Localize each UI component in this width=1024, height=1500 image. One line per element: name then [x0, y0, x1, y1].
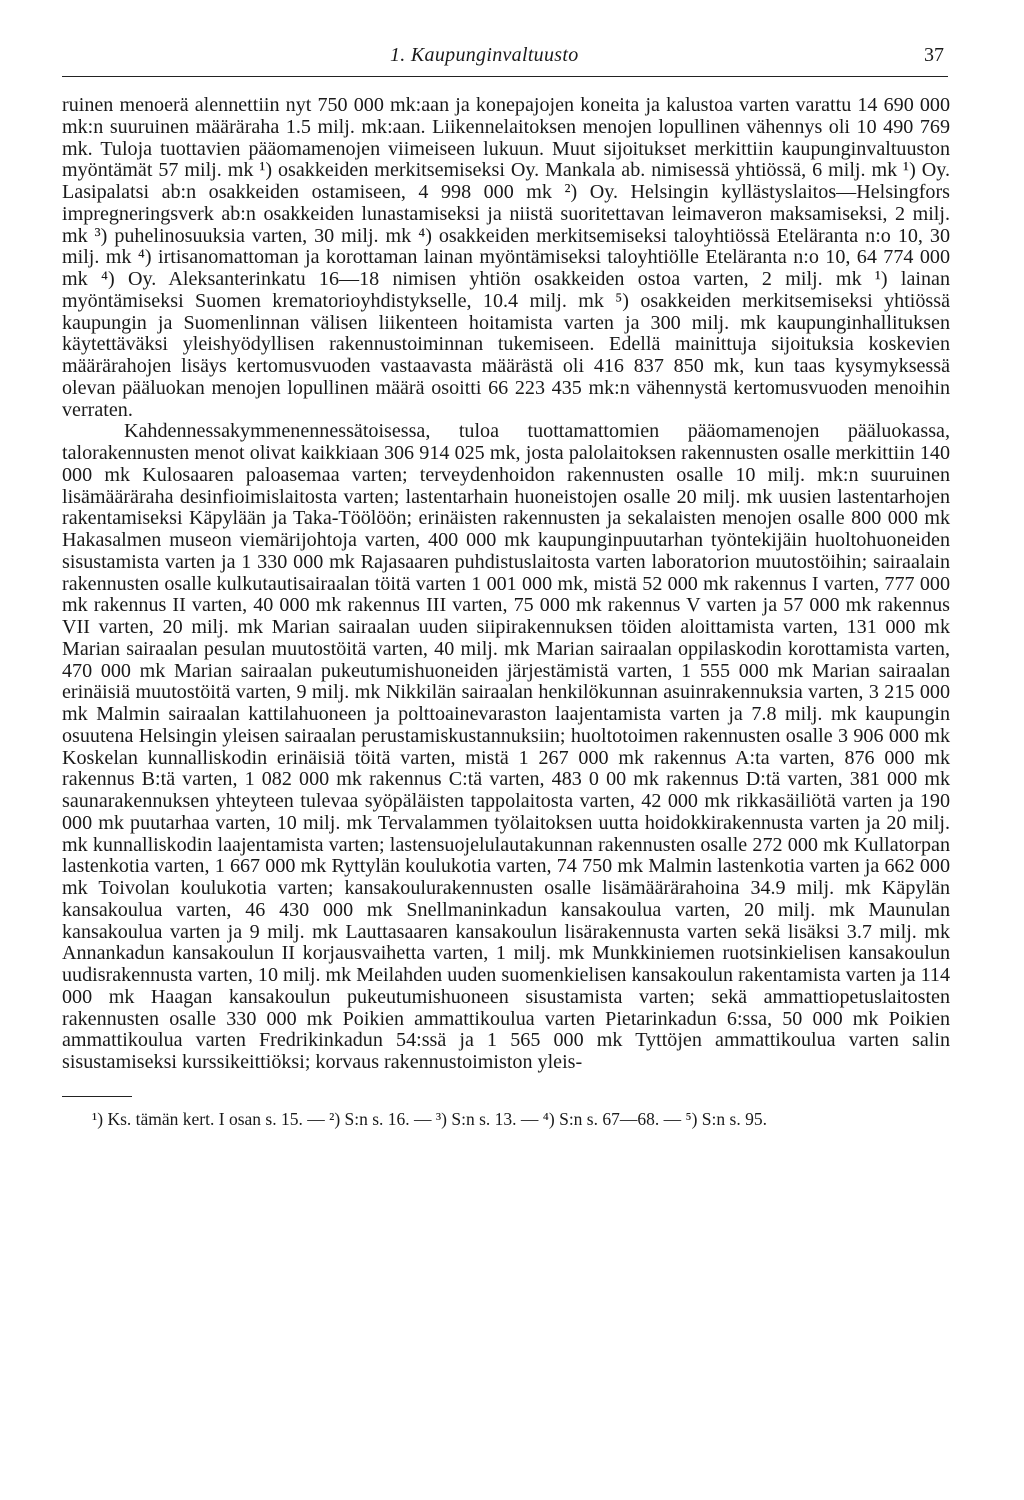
paragraph-continuation: ruinen menoerä alennettiin nyt 750 000 mk:aan ja konepajojen koneita ja kalustoa varten varattu 14 690 000 mk:n suuruinen määräraha 1.5 milj. mk:aan. Liikennelaitoksen menojen lopullinen vähennys oli 10 490 769 mk. Tuloja tuottavien pääomamenojen viimeiseen lukuun. Muut sijoitukset merkittiin kaupunginvaltuuston myöntämät 57 milj. mk ¹) osakkeiden merkitsemiseksi Oy. Mankala ab. nimisessä yhtiössä, 6 milj. mk ¹) Oy. Lasipalatsi ab:n osakkeiden ostamiseen, 4 998 000 mk ²) Oy. Helsingin kyllästyslaitos—Helsingfors impregneringsverk ab:n osakkeiden lunastamiseksi ja niistä suoritettavan leimaveron maksamiseksi, 2 milj. mk ³) puhelinosuuksia varten, 30 milj. mk ⁴) osakkeiden merkitsemiseksi taloyhtiössä Eteläranta n:o 10, 30 milj. mk ⁴) irtisanomattoman ja korottaman lainan myöntämiseksi taloyhtiölle Eteläranta n:o 10, 64 774 000 mk ⁴) Oy. Aleksanterinkatu 16—18 nimisen yhtiön osakkeiden ostoa varten, 2 milj. mk ¹) lainan myöntämiseksi Suomen krematorioyhdistykselle, 10.4 milj. mk ⁵) osakkeiden merkitsemiseksi yhtiössä kaupungin ja Suomenlinnan välisen liikenteen hoitamista varten ja 300 milj. mk kaupunginhallituksen käytettäväksi yleishyödyllisen rakennustoiminnan tukemiseen. Edellä mainittuja sijoituksia koskevien määrärahojen lisäys kertomusvuoden vastaavasta määrästä oli 416 837 850 mk, kun taas kysymyksessä olevan pääluokan menojen lopullinen määrä osoitti 66 223 435 mk:n vähennystä kertomusvuoden menoihin verraten. — [62, 94, 950, 421]
footnotes — [62, 1108, 950, 1130]
footnote-text: ¹) Ks. tämän kert. I osan s. 15. — ²) S:n s. 16. — ³) S:n s. 13. — ⁴) S:n s. 67—68. — ⁵) S:n s. 95. — [92, 1109, 767, 1129]
footnote-divider — [62, 1096, 132, 1097]
page-number: 37 — [924, 44, 944, 66]
page-header — [62, 40, 948, 77]
running-head: 1. Kaupunginvaltuusto — [390, 44, 579, 66]
paragraph: Kahdennessakymmenennessätoisessa, tuloa tuottamattomien pääomamenojen pääluokassa, talorakennusten menot olivat kaikkiaan 306 914 025 mk, josta palolaitoksen rakennusten osalle merkittiin 140 000 mk Kulosaaren paloasemaa varten; terveydenhoidon rakennusten osalle 10 milj. mk:n suuruinen lisämääräraha desinfioimislaitosta varten; lastentarhain huoneistojen osalle 20 milj. mk uusien lastentarhojen rakentamiseksi Käpylään ja Taka-Töölöön; erinäisten rakennusten ja sekalaisten menojen osalle 800 000 mk Hakasalmen museon viemärijohtoja varten, 400 000 mk kaupunginpuutarhan työntekijäin huoltohuoneiden sisustamista varten ja 1 330 000 mk Rajasaaren puhdistuslaitosta varten laboratorion muutostöihin; sairaalain rakennusten osalle kulkutautisairaalan töitä varten 1 001 000 mk, mistä 52 000 mk rakennus I varten, 777 000 mk rakennus II varten, 40 000 mk rakennus III varten, 75 000 mk rakennus V varten ja 57 000 mk rakennus VII varten, 20 milj. mk Marian sairaalan uuden siipirakennuksen töiden aloittamista varten, 131 000 mk Marian sairaalan pesulan muutostöitä varten, 40 milj. mk Marian sairaalan oppilaskodin korottamista varten, 470 000 mk Marian sairaalan pukeutumishuoneiden järjestämistä varten, 1 555 000 mk Marian sairaalan erinäisiä muutostöitä varten, 9 milj. mk Nikkilän sairaalan henkilökunnan asuinrakennuksia varten, 3 215 000 mk Malmin sairaalan kattilahuoneen ja polttoainevaraston laajentamista varten ja 7.8 milj. mk kaupungin osuutena Helsingin yleisen sairaalan perustamiskustannuksiin; huoltotoimen rakennusten osalle 3 906 000 mk Koskelan kunnalliskodin erinäisiä töitä varten, mistä 1 267 000 mk rakennus A:ta varten, 876 000 mk rakennus B:tä varten, 1 082 000 mk rakennus C:tä varten, 483 0 00 mk rakennus D:tä varten, 381 000 mk saunarakennuksen yhteyteen tulevaa syöpäläisten tappolaitosta varten, 42 000 mk rikkasäiliötä varten ja 190 000 mk puutarhaa varten, 10 milj. mk Tervalammen työlaitoksen uutta hoidokkirakennusta varten ja 20 milj. mk kunnalliskodin laajentamista varten; lastensuojelulautakunnan rakennusten osalle 272 000 mk Kullatorpan lastenkotia varten, 1 667 000 mk Ryttylän koulukotia varten, 74 750 mk Malmin lastenkotia varten ja 662 000 mk Toivolan koulukotia varten; kansakoulurakennusten osalle lisämäärärahoina 34.9 milj. mk Käpylän kansakoulua varten, 46 430 000 mk Snellmaninkadun kansakoulua varten, 20 milj. mk Maunulan kansakoulua varten ja 9 milj. mk Lauttasaaren kansakoulun lisärakennusta varten sekä lisäksi 3.7 milj. mk Annankadun kansakoulun II korjausvaihetta varten, 1 milj. mk Munkkiniemen ruotsinkielisen kansakoulun uudisrakennusta varten, 10 milj. mk Meilahden uuden suomenkielisen kansakoulun rakentamista varten ja 114 000 mk Haagan kansakoulun pukeutumishuoneen sisustamista varten; sekä ammattiopetuslaitosten rakennusten osalle 330 000 mk Poikien ammattikoulua varten Pietarinkadun 6:ssa, 50 000 mk Poikien ammattikoulua varten Fredrikinkadun 54:ssä ja 1 565 000 mk Tyttöjen ammattikoulua varten salin sisustamiseksi kurssikeittiöksi; korvaus rakennustoimiston yleis- — [62, 420, 950, 1073]
body-text — [62, 95, 950, 1074]
